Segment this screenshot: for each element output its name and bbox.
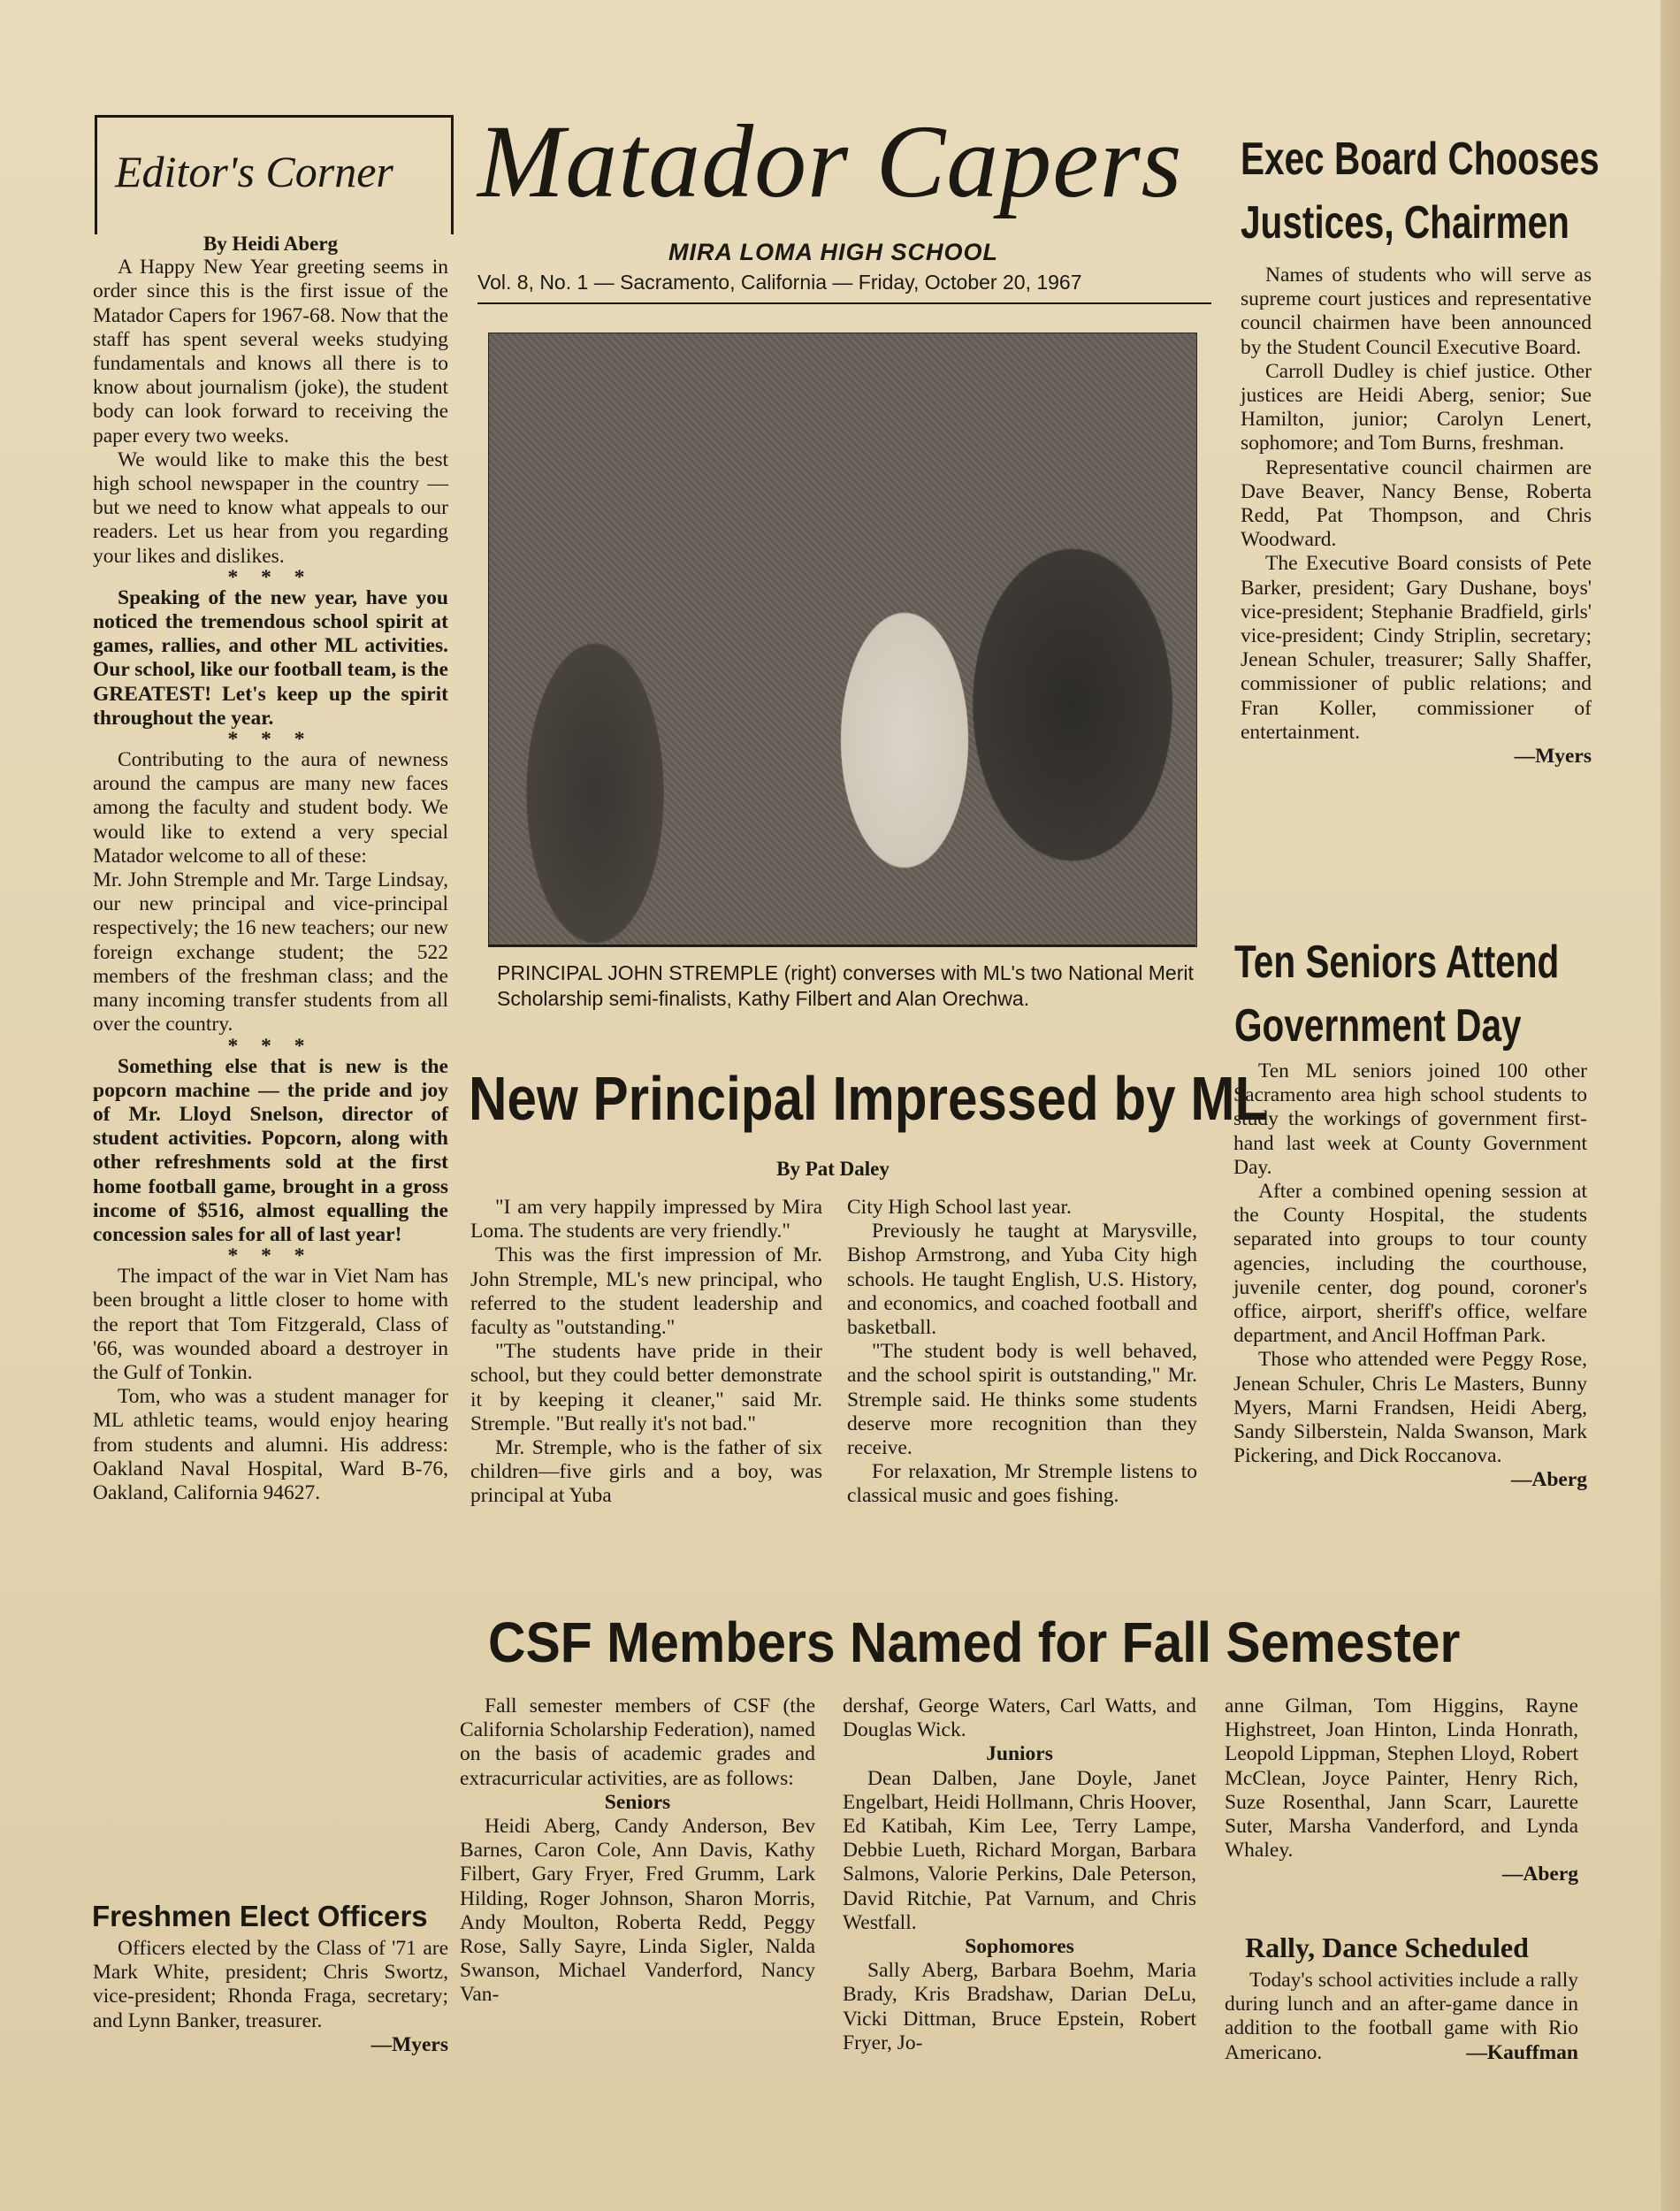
- editors-corner-p3: Speaking of the new year, have you noticed the tremendous school spirit at games, rallies, and other ML activities. Our school, like our football team, is the GREATEST! Let's keep up the spirit throughout the year.: [93, 585, 448, 730]
- exec-column: [1241, 264, 1592, 769]
- seniors-signature: —Aberg: [1510, 1468, 1587, 1492]
- rally-headline: Rally, Dance Scheduled: [1245, 1932, 1529, 1963]
- section-stars: * * *: [227, 565, 314, 589]
- editors-corner-p8: Tom, who was a student manager for ML athletic teams, would enjoy hearing from students and alumni. His address: Oakland Naval Hospital, Ward B-76, Oakland, California 94627.: [93, 1385, 448, 1504]
- masthead-title: Matador Capers: [477, 103, 1183, 219]
- seniors-column: [1233, 1060, 1587, 1493]
- csf-sophomores-a: Sally Aberg, Barbara Boehm, Maria Brady, Kris Bradshaw, Darian DeLu, Vicki Dittman, Bruce Epstein, Robert Fryer, Jo-: [843, 1959, 1196, 2054]
- seniors-headline-line2: Government Day: [1234, 1000, 1522, 1052]
- masthead-rule: [477, 302, 1211, 304]
- photo: [488, 333, 1197, 947]
- editors-corner-heading: Editor's Corner: [115, 147, 393, 196]
- editors-corner-p1: A Happy New Year greeting seems in order since this is the first issue of the Matador Capers for 1967-68. Now that the staff has spent several weeks studying fundamentals and knows all there is to know about journalism (joke), the student body can look forward to receiving the paper every two weeks.: [93, 256, 448, 448]
- editors-corner-byline: By Heidi Aberg: [202, 233, 339, 255]
- exec-headline-line2: Justices, Chairmen: [1241, 197, 1569, 249]
- freshmen-signature: —Myers: [370, 2032, 448, 2056]
- seniors-p3: Those who attended were Peggy Rose, Jenean Schuler, Chris Le Masters, Bunny Myers, Marni Frandsen, Heidi Aberg, Sandy Silberstein, Nalda Swanson, Mark Pickering, and Dick Roccanova.: [1233, 1348, 1587, 1468]
- principal-byline-wrap: [470, 1157, 1195, 1181]
- principal-c1p3: "The students have pride in their school, but they could better demonstrate it by keeping it cleaner," said Mr. Stremple. "But really it's not bad.": [470, 1340, 822, 1435]
- exec-p4: The Executive Board consists of Pete Barker, president; Gary Dushane, boys' vice-president; Stephanie Bradfield, girls' vice-president; Cindy Striplin, secretary; Jenean Schuler, treasurer; Sally Shaffer, commissioner of public relations; and Fran Koller, commissioner of entertainment.: [1241, 552, 1592, 744]
- freshmen-body: Officers elected by the Class of '71 are Mark White, president; Chris Swortz, vice-president; Rhonda Fraga, secretary; and Lynn Banker, treasurer.: [93, 1937, 448, 2032]
- principal-c2p2: Previously he taught at Marysville, Bishop Armstrong, and Yuba City high schools. He taught English, U.S. History, and economics, and coached football and basketball.: [847, 1220, 1197, 1340]
- csf-sophomores-b: anne Gilman, Tom Higgins, Rayne Highstreet, Joan Hinton, Linda Honrath, Leopold Lippman, Stephen Lloyd, Robert McClean, Joyce Painter, Henry Rich, Suze Rosenthal, Jann Scarr, Laurette Suter, Marsha Vanderford, and Lynda Whaley.: [1225, 1695, 1578, 1863]
- exec-signature: —Myers: [1514, 745, 1592, 769]
- principal-c2p4: For relaxation, Mr Stremple listens to classical music and goes fishing.: [847, 1460, 1197, 1508]
- exec-p1: Names of students who will serve as supreme court justices and representative council chairmen have been announced by the Student Council Executive Board.: [1241, 264, 1592, 359]
- section-stars: * * *: [227, 1034, 314, 1058]
- school-name: MIRA LOMA HIGH SCHOOL: [668, 239, 998, 265]
- csf-juniors: Dean Dalben, Jane Doyle, Janet Engelbart, Heidi Hollmann, Chris Hoover, Ed Katibah, Kim Lee, Terry Lampe, Debbie Lueth, Richard Morgan, Barbara Salmons, Valorie Perkins, Dale Peterson, David Ritchie, Pat Varnum, and Chris Westfall.: [843, 1766, 1196, 1934]
- csf-sophomores-label: Sophomores: [965, 1935, 1074, 1959]
- editors-corner-p2: We would like to make this the best high school newspaper in the country — but we need to know what appeals to our readers. Let us hear from you regarding your likes and dislikes.: [93, 448, 448, 568]
- principal-column-2: [847, 1196, 1197, 1509]
- freshmen-column: [93, 1937, 448, 2057]
- principal-c1p1: "I am very happily impressed by Mira Loma. The students are very friendly.": [470, 1196, 822, 1243]
- editors-corner-p7: The impact of the war in Viet Nam has been brought a little closer to home with the report that Tom Fitzgerald, Class of '66, was wounded aboard a destroyer in the Gulf of Tonkin.: [93, 1265, 448, 1384]
- csf-column-3: [1225, 1695, 1578, 1887]
- editors-corner-p4: Contributing to the aura of newness around the campus are many new faces among the faculty and student body. We would like to extend a very special Matador welcome to all of these:: [93, 748, 448, 868]
- principal-c1p4: Mr. Stremple, who is the father of six children—five girls and a boy, was principal at Yuba: [470, 1436, 822, 1508]
- csf-signature: —Aberg: [1501, 1863, 1578, 1886]
- exec-p2: Carroll Dudley is chief justice. Other justices are Heidi Aberg, senior; Sue Hamilton, junior; Carolyn Lenert, sophomore; and Tom Burns, freshman.: [1241, 359, 1592, 455]
- csf-column-1: [460, 1695, 815, 2008]
- seniors-headline-line1: Ten Seniors Attend: [1234, 937, 1560, 988]
- section-stars: * * *: [227, 728, 314, 752]
- freshmen-headline: Freshmen Elect Officers: [92, 1900, 428, 1932]
- seniors-p1: Ten ML seniors joined 100 other Sacramento area high school students to study the workings of government first-hand last week at County Government Day.: [1233, 1060, 1587, 1179]
- csf-seniors-a: Heidi Aberg, Candy Anderson, Bev Barnes, Caron Cole, Ann Davis, Kathy Filbert, Gary Fryer, Fred Grumm, Lark Hilding, Roger Johnson, Sharon Morris, Andy Moulton, Roberta Redd, Peggy Rose, Sally Sayre, Linda Sigler, Nalda Swanson, Michael Vanderford, Nancy Van-: [460, 1815, 815, 2007]
- csf-juniors-label: Juniors: [986, 1742, 1053, 1766]
- csf-seniors-b: dershaf, George Waters, Carl Watts, and Douglas Wick.: [843, 1695, 1196, 1742]
- exec-headline-line1: Exec Board Chooses: [1241, 134, 1600, 185]
- csf-intro: Fall semester members of CSF (the California Scholarship Federation), named on the basis of academic grades and extracurricular activities, are as follows:: [460, 1695, 815, 1790]
- editors-corner-p5: Mr. John Stremple and Mr. Targe Lindsay, our new principal and vice-principal respectively; the 16 new teachers; our new foreign exchange student; the 522 members of the freshman class; and the many incoming transfer students from all over the country.: [93, 868, 448, 1037]
- principal-c1p2: This was the first impression of Mr. John Stremple, ML's new principal, who referred to the student leadership and faculty as "outstanding.": [470, 1243, 822, 1340]
- editors-corner-column: [93, 232, 448, 1505]
- csf-seniors-label: Seniors: [604, 1790, 671, 1814]
- section-stars: * * *: [227, 1244, 314, 1268]
- principal-c2p1: City High School last year.: [847, 1196, 1072, 1219]
- principal-c2p3: "The student body is well behaved, and the school spirit is outstanding," Mr. Stremple said. He thinks some students deserve more recognition than they receive.: [847, 1340, 1197, 1460]
- editors-corner-p6: Something else that is new is the popcorn machine — the pride and joy of Mr. Lloyd Snelson, director of student activities. Popcorn, along with other refreshments sold at the first home football game, brought in a gross income of $516, almost equalling the concession sales for all of last year!: [93, 1054, 448, 1246]
- volume-line: Vol. 8, No. 1 — Sacramento, California — Friday, October 20, 1967: [477, 271, 1082, 294]
- rally-column: [1225, 1969, 1578, 2065]
- page-fold-edge: [1661, 0, 1680, 2211]
- rally-body: Today's school activities include a rally during lunch and an after-game dance in addition to the football game with Rio Americano.: [1225, 1969, 1578, 2064]
- photo-rule: [488, 945, 1195, 946]
- csf-column-2: [843, 1695, 1196, 2055]
- photo-caption: PRINCIPAL JOHN STREMPLE (right) converses with ML's two National Merit Scholarship semi-finalists, Kathy Filbert and Alan Orechwa.: [497, 961, 1194, 1010]
- rally-signature: —Kauffman: [1466, 2040, 1578, 2064]
- exec-p3: Representative council chairmen are Dave Beaver, Nancy Bense, Roberta Redd, Pat Thompson, and Chris Woodward.: [1241, 455, 1592, 552]
- principal-headline: New Principal Impressed by ML: [469, 1064, 1268, 1133]
- seniors-p2: After a combined opening session at the County Hospital, the students separated into groups to tour county agencies, including the courthouse, juvenile center, dog pound, coroner's office, airport, sheriff's office, welfare department, and Ancil Hoffman Park.: [1233, 1180, 1587, 1348]
- principal-byline: By Pat Daley: [776, 1158, 890, 1180]
- principal-column-1: [470, 1196, 822, 1509]
- csf-headline: CSF Members Named for Fall Semester: [488, 1610, 1461, 1674]
